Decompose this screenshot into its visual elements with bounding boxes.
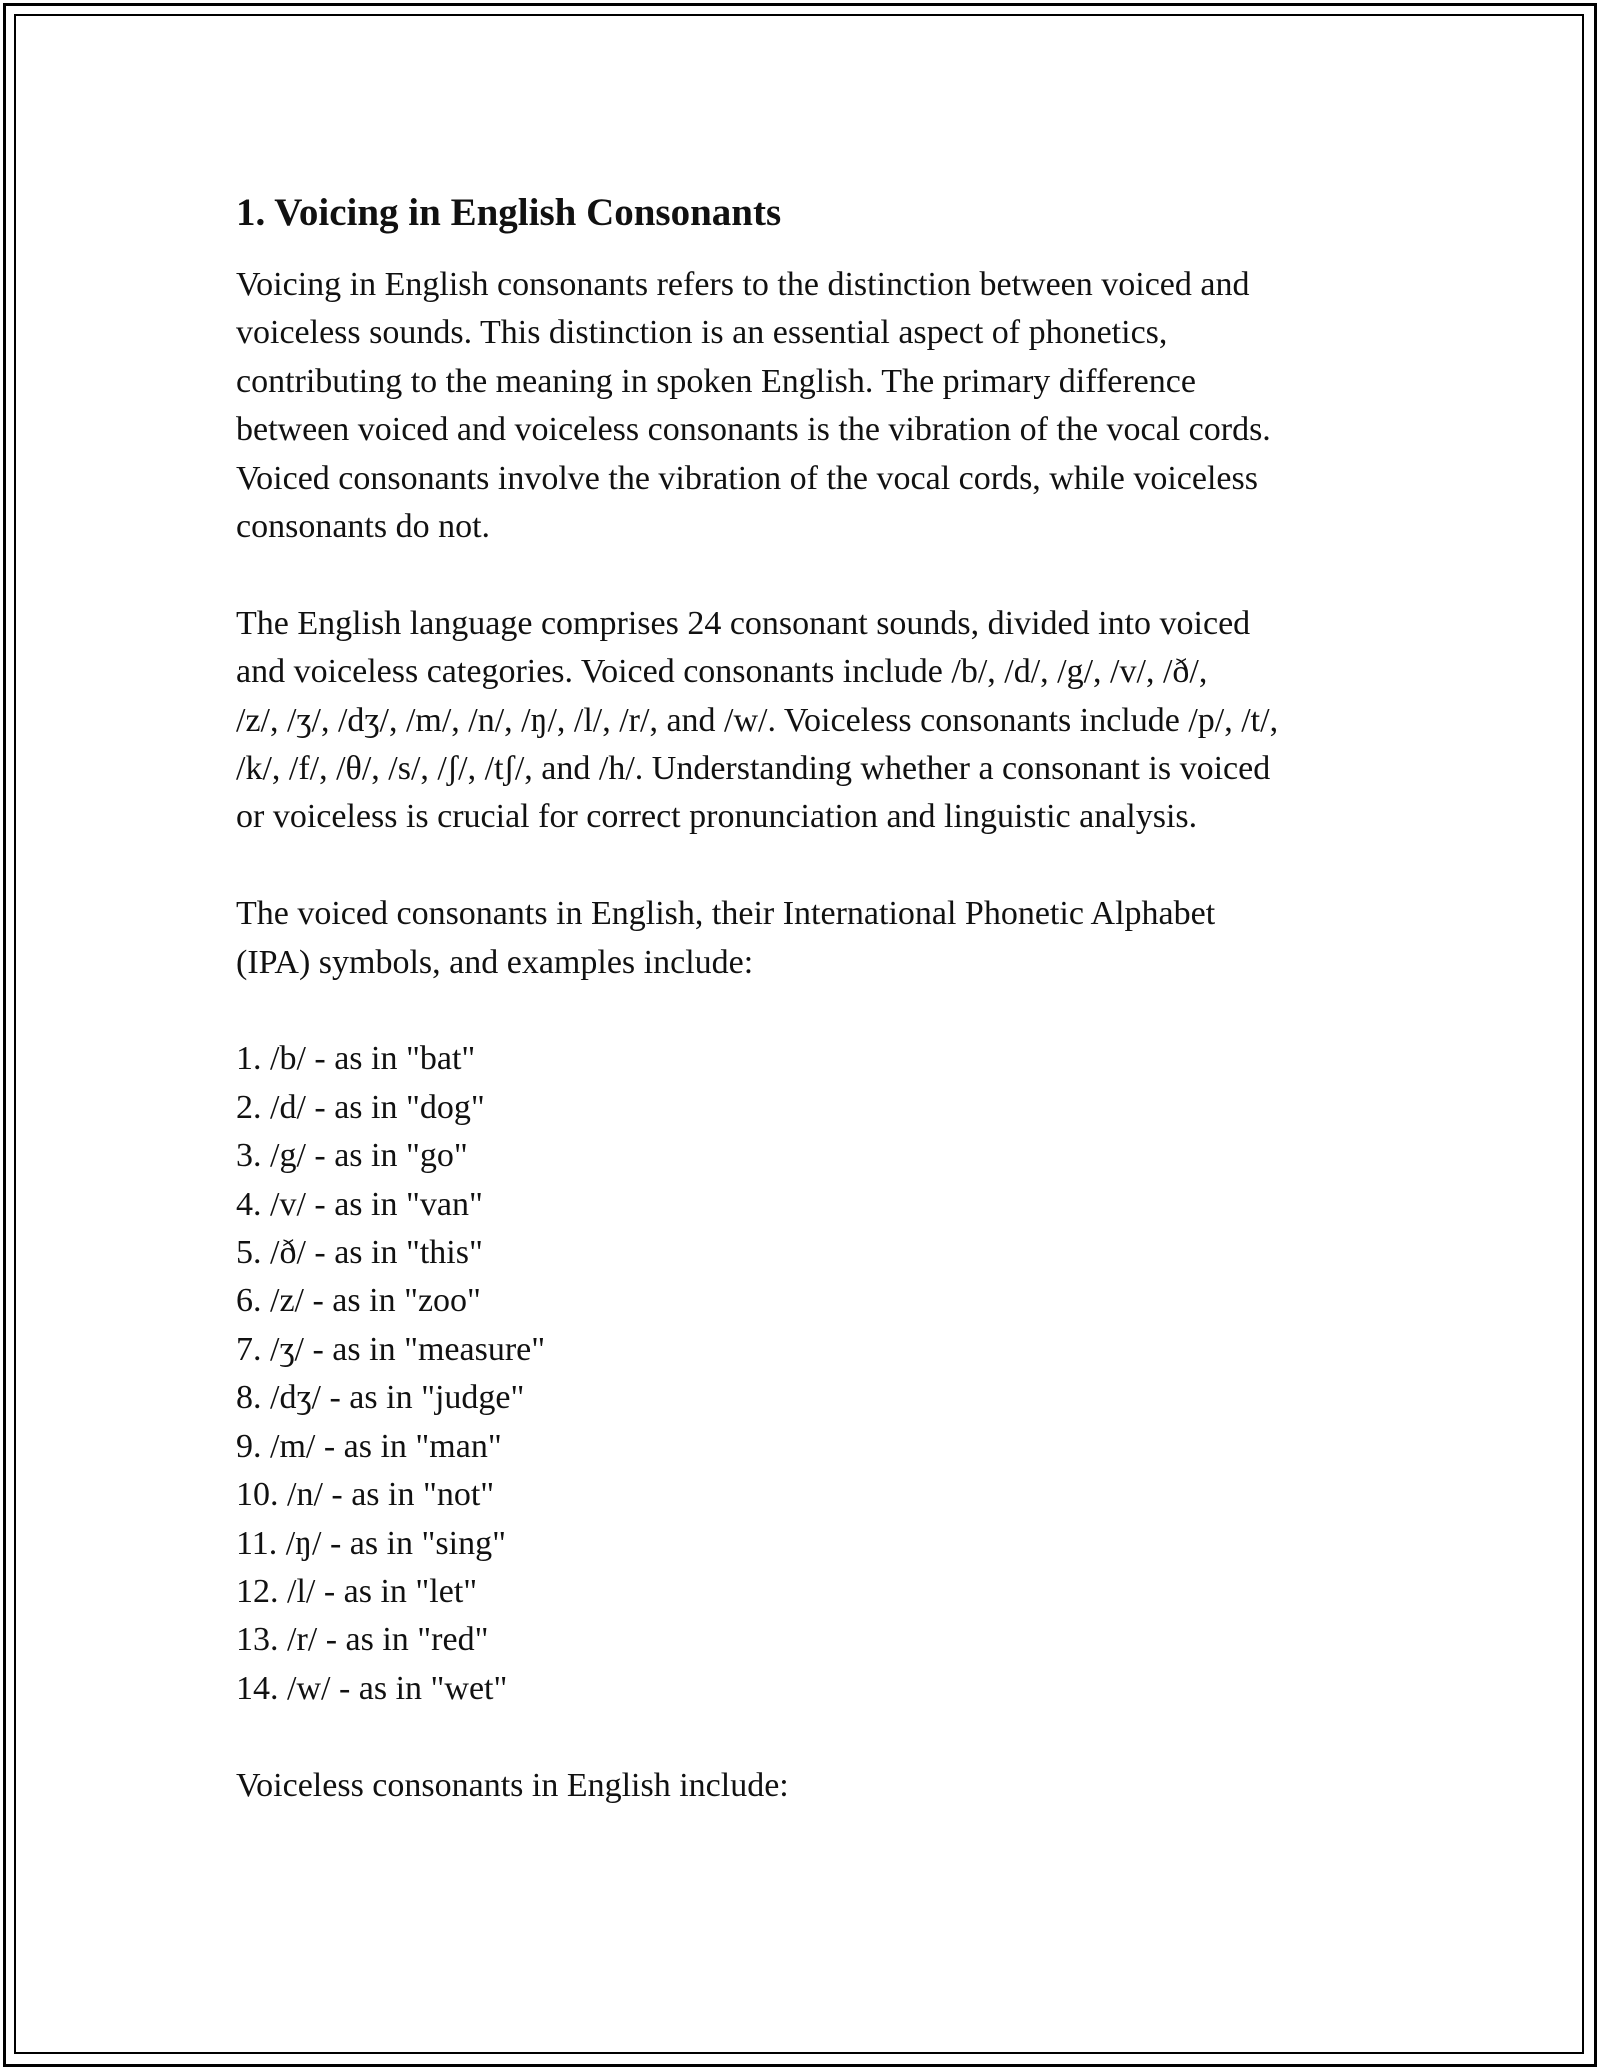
section-heading: 1. Voicing in English Consonants xyxy=(236,191,782,234)
paragraph-voiced-intro: The voiced consonants in English, their International Phonetic Alphabet (IPA) symbols, and examples include: xyxy=(236,895,1216,981)
list-item: 6. /z/ - as in "zoo" xyxy=(236,1282,481,1320)
list-item: 14. /w/ - as in "wet" xyxy=(236,1669,508,1707)
list-item: 5. /ð/ - as in "this" xyxy=(236,1234,483,1272)
paragraph-consonant-inventory: The English language comprises 24 consonant sounds, divided into voiced and voiceless categories. Voiced consonants include /b/, /d/, /g/, /v/, /ð/, /z/, /ʒ/, /dʒ/, /m/, /n/, /ŋ/, /l/, /r/, and /w/. Voiceless consonants include /p/, /t/, /k/, /f/, /θ/, /s/, /ʃ/, /tʃ/, and /h/. Understanding whether a consonant is voiced or voiceless is crucial for correct pronunciation and linguistic analysis. xyxy=(236,604,1279,836)
document-body xyxy=(236,185,1386,1810)
paragraph-gap xyxy=(236,1713,1386,1761)
paragraph-gap xyxy=(236,842,1386,890)
voiced-consonant-list xyxy=(236,1035,1386,1713)
list-item: 1. /b/ - as in "bat" xyxy=(236,1040,476,1078)
list-item: 3. /g/ - as in "go" xyxy=(236,1137,468,1175)
list-item: 13. /r/ - as in "red" xyxy=(236,1621,489,1659)
paragraph-gap xyxy=(236,551,1386,599)
list-item: 8. /dʒ/ - as in "judge" xyxy=(236,1379,525,1417)
list-item: 7. /ʒ/ - as in "measure" xyxy=(236,1330,546,1368)
list-item: 2. /d/ - as in "dog" xyxy=(236,1088,485,1126)
list-item: 12. /l/ - as in "let" xyxy=(236,1572,478,1610)
list-item: 10. /n/ - as in "not" xyxy=(236,1476,495,1514)
list-item: 4. /v/ - as in "van" xyxy=(236,1185,483,1223)
list-item: 11. /ŋ/ - as in "sing" xyxy=(236,1524,506,1562)
paragraph-voiceless-intro: Voiceless consonants in English include: xyxy=(236,1766,789,1804)
paragraph-intro: Voicing in English consonants refers to the distinction between voiced and voiceless sounds. This distinction is an essential aspect of phonetics, contributing to the meaning in spoken English. The primary difference between voiced and voiceless consonants is the vibration of the vocal cords. Voiced consonants involve the vibration of the vocal cords, while voiceless consonants do not. xyxy=(236,266,1271,546)
list-item: 9. /m/ - as in "man" xyxy=(236,1427,502,1465)
paragraph-gap xyxy=(236,987,1386,1035)
